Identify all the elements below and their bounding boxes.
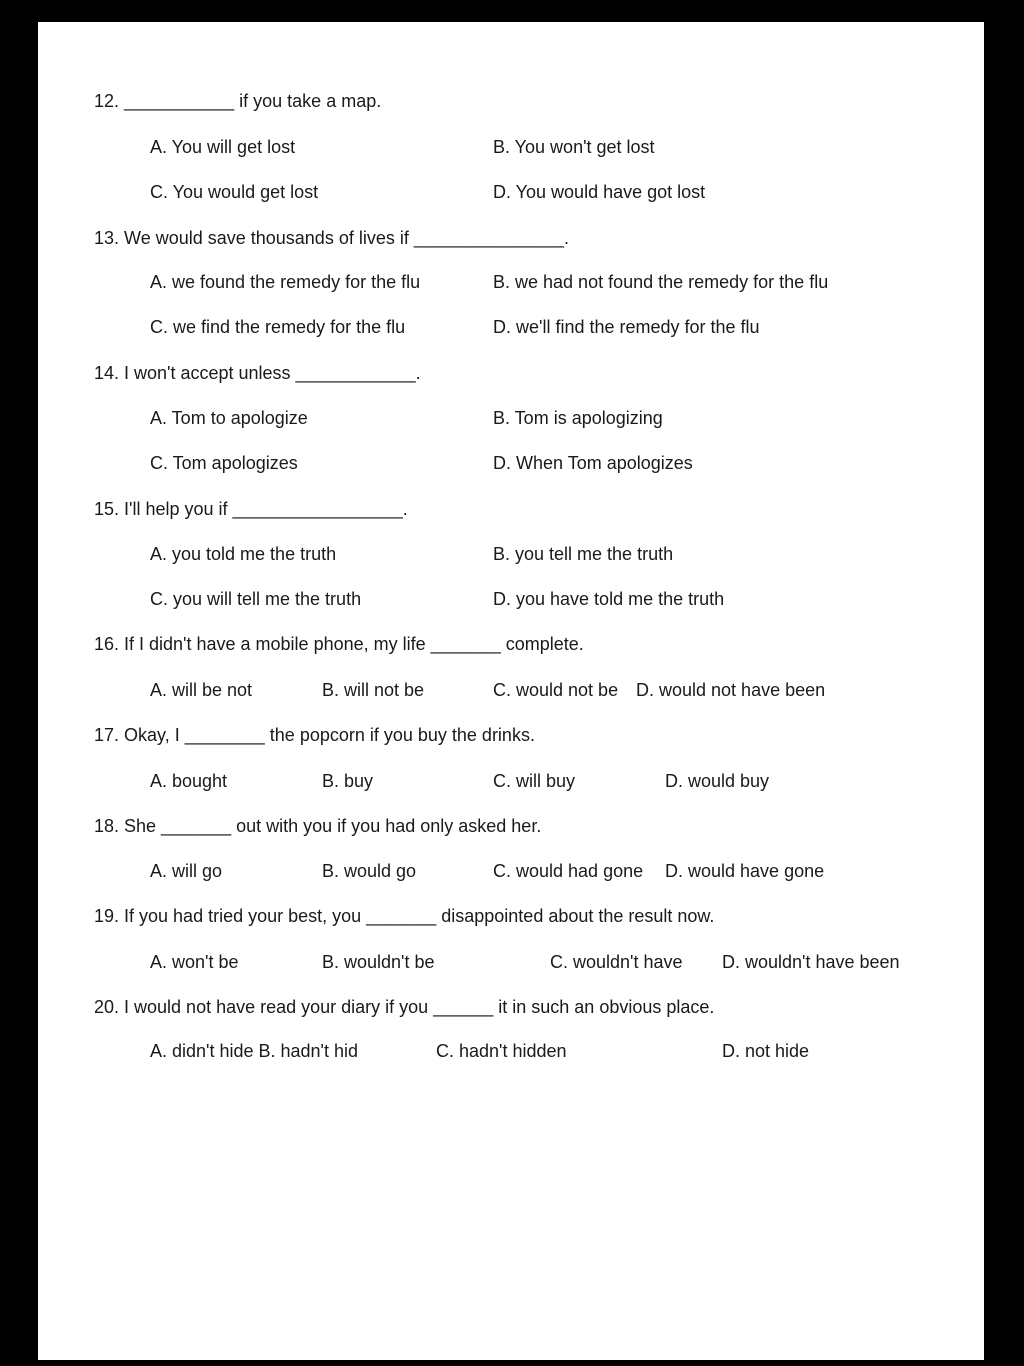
question-13-option-a: A. we found the remedy for the flu — [150, 272, 421, 292]
question-20-option-c: C. hadn't hidden — [436, 1041, 567, 1061]
question-19-stem: 19. If you had tried your best, you _______ disappointed about the result now. — [94, 906, 715, 926]
document-page — [38, 22, 984, 1360]
question-19-option-a: A. won't be — [150, 952, 239, 972]
question-16-option-a: A. will be not — [150, 680, 253, 700]
question-19-option-b: B. wouldn't be — [322, 952, 435, 972]
question-18-option-d: D. would have gone — [665, 861, 825, 881]
question-14-option-b: B. Tom is apologizing — [493, 408, 663, 428]
question-16-option-d: D. would not have been — [636, 680, 826, 700]
question-17-option-b: B. buy — [322, 771, 374, 791]
question-13-option-b: B. we had not found the remedy for the flu — [493, 272, 829, 292]
question-20-option-ab: A. didn't hide B. hadn't hid — [150, 1041, 359, 1061]
question-18-option-c: C. would had gone — [493, 861, 644, 881]
question-19-option-c: C. wouldn't have — [550, 952, 683, 972]
question-14-option-c: C. Tom apologizes — [150, 453, 298, 473]
question-12-stem: 12. ___________ if you take a map. — [94, 91, 382, 111]
question-16-option-c: C. would not be — [493, 680, 619, 700]
question-13-option-d: D. we'll find the remedy for the flu — [493, 317, 760, 337]
question-20-option-d: D. not hide — [722, 1041, 810, 1061]
question-18-option-b: B. would go — [322, 861, 417, 881]
question-12-option-a: A. You will get lost — [150, 137, 296, 157]
question-12-option-d: D. You would have got lost — [493, 182, 706, 202]
question-12-option-c: C. You would get lost — [150, 182, 319, 202]
question-13-option-c: C. we find the remedy for the flu — [150, 317, 406, 337]
question-17-option-d: D. would buy — [665, 771, 770, 791]
question-20-stem: 20. I would not have read your diary if you ______ it in such an obvious place. — [94, 997, 715, 1017]
question-16-stem: 16. If I didn't have a mobile phone, my life _______ complete. — [94, 634, 584, 654]
question-17-option-a: A. bought — [150, 771, 228, 791]
question-15-option-c: C. you will tell me the truth — [150, 589, 362, 609]
question-18-stem: 18. She _______ out with you if you had only asked her. — [94, 816, 542, 836]
question-14-stem: 14. I won't accept unless ____________. — [94, 363, 421, 383]
question-18-option-a: A. will go — [150, 861, 223, 881]
question-17-stem: 17. Okay, I ________ the popcorn if you buy the drinks. — [94, 725, 535, 745]
question-19-option-d: D. wouldn't have been — [722, 952, 900, 972]
question-13-stem: 13. We would save thousands of lives if _______________. — [94, 228, 570, 248]
question-17-option-c: C. will buy — [493, 771, 576, 791]
question-15-option-d: D. you have told me the truth — [493, 589, 725, 609]
question-14-option-a: A. Tom to apologize — [150, 408, 308, 428]
question-15-option-a: A. you told me the truth — [150, 544, 337, 564]
question-15-option-b: B. you tell me the truth — [493, 544, 674, 564]
question-14-option-d: D. When Tom apologizes — [493, 453, 693, 473]
question-15-stem: 15. I'll help you if _________________. — [94, 499, 408, 519]
question-16-option-b: B. will not be — [322, 680, 425, 700]
question-12-option-b: B. You won't get lost — [493, 137, 655, 157]
